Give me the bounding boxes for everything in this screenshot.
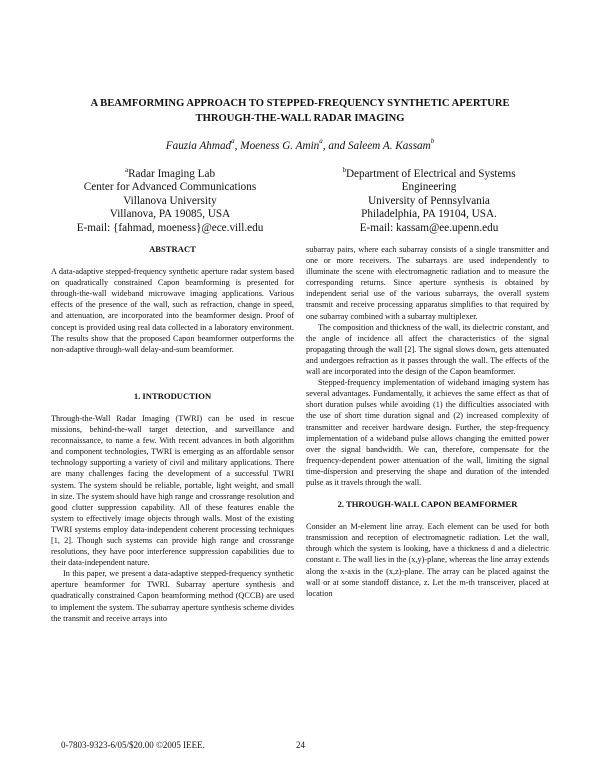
affiliation-b-line: Philadelphia, PA 19104, USA. (361, 208, 497, 221)
body-paragraph: subarray pairs, where each subarray consists of a single transmitter and one or more receivers. The subarrays are used independently to illuminate the scene with electromagnetic radiation and to measure the corresponding returns. Since aperture synthesis is obtained by independent serial use of the various subarrays, the overall system transmit and receive processing apparatus simplifies to that required by one subarray combined with a subarray multiplexer. (306, 245, 549, 321)
author-3: , and Saleem A. Kassam (322, 140, 431, 152)
affiliation-b-line: Engineering (401, 181, 457, 194)
right-column (306, 244, 549, 599)
copyright-notice: 0-7803-9323-6/05/$20.00 ©2005 IEEE. (61, 740, 205, 750)
affiliation-a-line: Radar Imaging Lab (128, 168, 216, 180)
introduction-paragraph: In this paper, we present a data-adaptive stepped-frequency synthetic aperture beamformer for TWRI. Subarray aperture synthesis and quadratically constrained Capon beamforming method (QCCB) are used to implement the system. The subarray aperture synthesis scheme divides the transmit and receive arrays into (51, 569, 294, 623)
introduction-paragraph: Through-the-Wall Radar Imaging (TWRI) can be used in rescue missions, behind-the-wall target detection, and surveillance and reconnaissance, to name a few. With recent advances in both algorithm and component technologies, TWRI is emerging as an affordable sensor technology supporting a variety of civil and military applications. There are many challenges facing the development of a successful TWRI system. The system should be reliable, portable, light weight, and small in size. The system should have high range and crossrange resolution and good clutter suppression capability. All of these features enable the system to effectively image objects through walls. Most of the existing TWRI systems employ data-independent coherent processing techniques [1, 2]. Though such systems can provide high range and crossrange resolutions, they have poor interference suppression capabilities due to their data-independent nature. (51, 413, 294, 568)
body-paragraph: The composition and thickness of the wall, its dielectric constant, and the angle of incidence all affect the characteristics of the signal propagating through the wall [2]. The signal slows down, gets attenuated and undergoes refraction as it passes through the wall. The effects of the wall are incorporated into the design of the Capon beamformer. (306, 322, 549, 377)
affiliation-b-line: Department of Electrical and Systems (345, 168, 516, 180)
affiliation-a-line: Villanova, PA 19085, USA (109, 208, 231, 221)
affiliation-b-email: E-mail: kassam@ee.upenn.edu (359, 221, 499, 234)
affiliation-upenn (304, 164, 554, 235)
affiliation-a-line: Center for Advanced Communications (83, 181, 257, 194)
affiliation-a-mark: a (124, 166, 129, 174)
title-line-1: A BEAMFORMING APPROACH TO STEPPED-FREQUENCY SYNTHETIC APERTURE (90, 98, 510, 109)
page-number: 24 (296, 740, 305, 750)
abstract-text: A data-adaptive stepped-frequency synthetic aperture radar system based on quadratically constrained Capon beamforming is presented for through-the-wall wideband microwave imaging applications. Various effects of the presence of the wall, such as refraction, change in speed, and attenuation, are incorporated into the beamformer design. Proof of concept is provided using real data collected in a laboratory environment. The results show that the proposed Capon beamformer outperforms the non-adaptive through-wall delay-and-sum beamformer. (51, 267, 294, 354)
capon-section-heading: 2. THROUGH-WALL CAPON BEAMFORMER (337, 499, 518, 510)
title-line-2: THROUGH-THE-WALL RADAR IMAGING (195, 113, 405, 124)
paper-title (40, 96, 560, 126)
affiliation-villanova (45, 164, 295, 235)
author-3-affiliation-mark: b (430, 137, 435, 145)
left-column (51, 244, 294, 624)
author-2-affiliation-mark: a (319, 137, 323, 145)
abstract-heading: ABSTRACT (149, 244, 196, 254)
affiliation-a-email: E-mail: {fahmad, moeness}@ece.vill.edu (76, 221, 264, 234)
capon-paragraph: Consider an M-element line array. Each element can be used for both transmission and reception of electromagnetic radiation. Let the wall, through which the system is looking, have a thickness d and a dielectric constant ε. The wall lies in the (x,y)-plane, whereas the line array extends along the x-axis in the (x,z)-plane. The array can be placed against the wall or at some standoff distance, z. Let the m-th transceiver, placed at location (306, 522, 549, 598)
author-1-affiliation-mark: a (231, 137, 235, 145)
introduction-heading: 1. INTRODUCTION (133, 390, 212, 401)
body-paragraph: Stepped-frequency implementation of wideband imaging system has several advantages. Fundamentally, it achieves the same effect as that of short duration pulses while avoiding (1) the difficulties associated with the use of short time duration signal and (2) increased complexity of transmitter and receiver hardware design. Further, the step-frequency implementation of a wideband pulse allows changing the emitted power over the signal bandwidth. We can, therefore, compensate for the frequency-dependent power attenuation of the wall, limiting the signal time-dispersion and preserving the shape and duration of the intended pulse as it travels through the wall. (306, 378, 549, 487)
affiliation-b-line: University of Pennsylvania (368, 194, 490, 207)
author-2: , Moeness G. Amin (234, 140, 320, 152)
affiliation-a-line: Villanova University (123, 194, 217, 207)
affiliation-b-mark: b (342, 166, 346, 174)
author-1: Fauzia Ahmad (165, 140, 232, 152)
author-line (40, 137, 560, 152)
